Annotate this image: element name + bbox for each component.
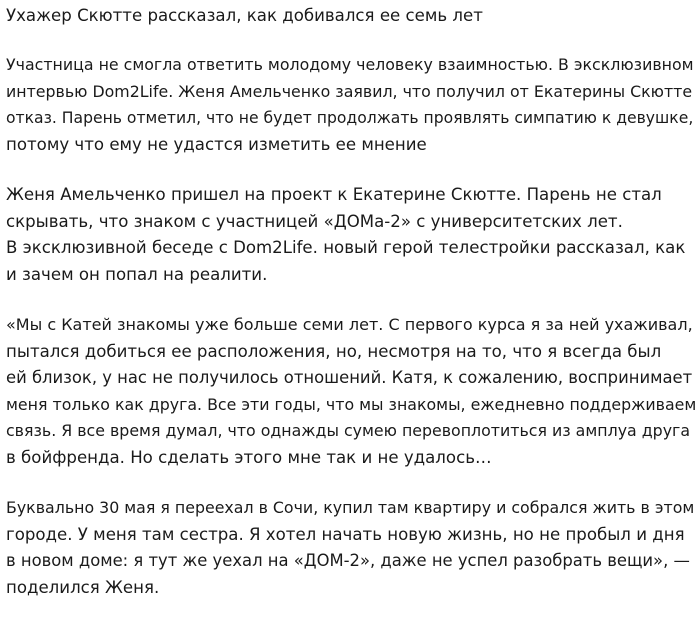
paragraph-line: в новом доме: я тут же уехал на «ДОМ-2», даже не успел разобрать вещи», — [6, 551, 690, 570]
paragraph-line: скрывать, что знаком с участницей «ДОМа-2» с университетских лет. [6, 211, 623, 231]
paragraph-line: В эксклюзивной беседе с Dom2Life. новый герой телестройки рассказал, как [6, 238, 686, 257]
paragraph-line: пытался добиться ее расположения, но, несмотря на то, что я всегда был [6, 341, 662, 361]
paragraph-line: в бойфренда. Но сделать этого мне так и не удалось… [6, 447, 492, 467]
article-title: Ухажер Скютте рассказал, как добивался ее семь лет [6, 6, 483, 25]
paragraph-line: отказ. Парень отметил, что не будет продолжать проявлять симпатию к девушке, [6, 109, 694, 127]
paragraph-line: потому что ему не удастся изметить ее мнение [6, 134, 427, 154]
paragraph-line: Женя Амельченко пришел на проект к Екатерине Скютте. Парень не стал [6, 185, 662, 204]
paragraph-3 [6, 312, 696, 471]
paragraph-line: городе. У меня там сестра. Я хотел начать новую жизнь, но не пробыл и дня [6, 524, 685, 544]
paragraph-line: меня только как друга. Все эти годы, что мы знакомы, ежедневно поддерживаем [6, 394, 697, 414]
paragraph-line: интервью Dom2Life. Женя Амельченко заявил, что получил от Екатерины Скютте [6, 81, 693, 101]
paragraph-line: и зачем он попал на реалити. [6, 264, 268, 284]
paragraph-line: «Мы с Катей знакомы уже больше семи лет. С первого курса я за ней ухаживал, [6, 315, 693, 334]
paragraph-4 [6, 495, 696, 601]
paragraph-line: Участница не смогла ответить молодому человеку взаимностью. В эксклюзивном [6, 55, 694, 74]
paragraph-2 [6, 182, 696, 288]
article [6, 4, 696, 625]
paragraph-line: поделился Женя. [6, 577, 160, 597]
paragraph-line: Буквально 30 мая я переехал в Сочи, купил там квартиру и собрался жить в этом [6, 498, 695, 517]
paragraph-1 [6, 52, 696, 158]
paragraph-line: связь. Я все время думал, что однажды сумею перевоплотиться из амплуа друга [6, 421, 691, 440]
paragraph-line: ей близок, у нас не получилось отношений. Катя, к сожалению, воспринимает [6, 368, 693, 387]
